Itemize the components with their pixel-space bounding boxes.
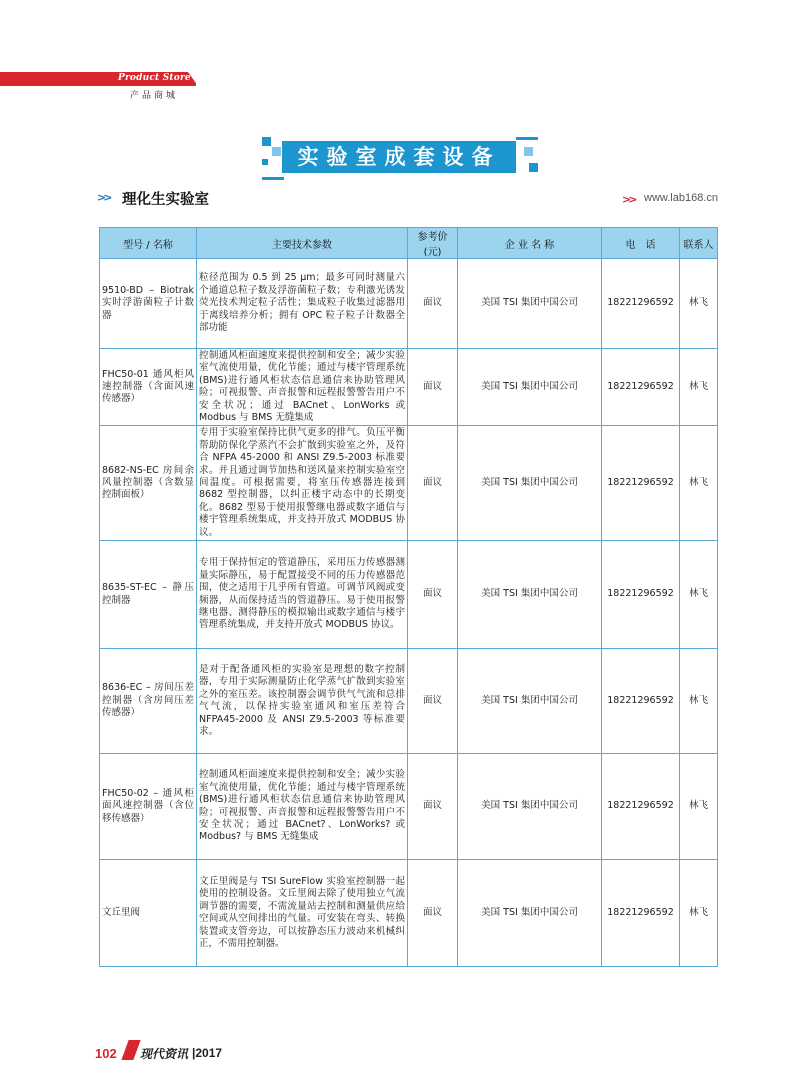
cell-model: FHC50-02 – 通风柜面风速控制器（含位移传感器） [100,754,197,860]
category-banner [262,137,538,181]
table-row [100,349,718,426]
banner-square-decoration [529,163,538,172]
header-price-line1: 参考价 [417,232,448,243]
section-arrows-icon: >> [97,191,110,204]
publication-year-value: 2017 [195,1046,223,1060]
header-phone: 电 话 [602,228,680,259]
header-spec: 主要技术参数 [197,228,408,259]
cell-phone: 18221296592 [602,349,680,426]
page-number: 102 [95,1046,117,1061]
header-company: 企 业 名 称 [458,228,602,259]
cell-company: 美国 TSI 集团中国公司 [458,259,602,349]
cell-price: 面议 [408,754,458,860]
cell-model: FHC50-01 通风柜风速控制器（含面风速传感器） [100,349,197,426]
cell-spec: 控制通风柜面速度来提供控制和安全；减少实验室气流使用量，优化节能；通过与楼宇管理系统(BMS)进行通风柜状态信息通信来协助管理风险；可视报警、声音报警和远程报警警告用户不安全状况；通过 BACnet?、LonWorks? 或 Modbus? 与 BMS 无缝集成 [197,754,408,860]
product-table [99,227,718,967]
cell-spec: 专用于实验室保持比供气更多的排气。负压平衡帮助防保化学蒸汽不会扩散到实验室之外，及符合 NFPA 45-2000 和 ANSI Z9.5-2003 标准要求。并且通过调节加热和送风量来控制实验室空间温度。可根据需要，将室压传感器连接到 8682 型控制器，以纠正楼宇动态中的长期变化。8682 型易于使用报警继电器或数字通信与楼宇管理系统集成，并支持开放式 MODBUS 协议。 [197,426,408,541]
table-row [100,259,718,349]
section-tag-chinese: 产品商城 [130,91,179,101]
cell-contact: 林飞 [680,541,718,649]
cell-price: 面议 [408,259,458,349]
publication-name: 现代资讯 [140,1047,189,1061]
header-price [408,228,458,259]
cell-company: 美国 TSI 集团中国公司 [458,426,602,541]
cell-model: 8682-NS-EC 房间余风量控制器（含数显控制面板） [100,426,197,541]
cell-phone: 18221296592 [602,426,680,541]
footer-slash-decoration [121,1040,140,1060]
banner-square-decoration [262,137,271,146]
cell-spec: 是对于配备通风柜的实验室是理想的数字控制器，专用于实际测量防止化学蒸气扩散到实验室之外的室压差。该控制器会调节供气气流和总排气气流，以保持实验室通风和室压差符合 NFPA45-2000 及 ANSI Z9.5-2003 等标准要求。 [197,649,408,754]
section-tag-english: Product Store [118,73,191,83]
cell-spec: 控制通风柜面速度来提供控制和安全；减少实验室气流使用量，优化节能；通过与楼宇管理系统(BMS)进行通风柜状态信息通信来协助管理风险；可视报警、声音报警和远程报警警告用户不安全状况；通过 BACnet、LonWorks 或 Modbus 与 BMS 无缝集成 [197,349,408,426]
cell-phone: 18221296592 [602,860,680,967]
header-model: 型号 / 名称 [100,228,197,259]
cell-phone: 18221296592 [602,259,680,349]
cell-contact: 林飞 [680,426,718,541]
cell-company: 美国 TSI 集团中国公司 [458,860,602,967]
cell-price: 面议 [408,649,458,754]
cell-model: 8636-EC – 房间压差控制器（含房间压差传感器） [100,649,197,754]
cell-spec: 专用于保持恒定的管道静压，采用压力传感器测量实际静压，易于配置接受不同的压力传感器范围，使之适用于几乎所有管道。可调节风阀或变频器，从而保持适当的管道静压。易于使用报警继电器、测得静压的模拟输出或数字通信与楼宇管理系统集成，并支持开放式 MODBUS 协议。 [197,541,408,649]
cell-price: 面议 [408,349,458,426]
cell-model: 文丘里阀 [100,860,197,967]
cell-contact: 林飞 [680,860,718,967]
banner-underline [262,177,284,180]
table-row [100,754,718,860]
cell-company: 美国 TSI 集团中国公司 [458,349,602,426]
cell-phone: 18221296592 [602,541,680,649]
cell-price: 面议 [408,860,458,967]
header-contact: 联系人 [680,228,718,259]
cell-price: 面议 [408,541,458,649]
banner-square-decoration [262,159,268,165]
publication-year: |2017 [192,1046,223,1060]
cell-phone: 18221296592 [602,649,680,754]
header-price-line2: (元) [423,247,442,258]
cell-model: 9510-BD – Biotrak实时浮游菌粒子计数器 [100,259,197,349]
cell-spec: 粒径范围为 0.5 到 25 μm；最多可同时测量六个通道总粒子数及浮游菌粒子数；专利激光诱发荧光技术判定粒子活性；集成粒子收集过滤器用于离线培养分析；拥有 OPC 粒子粒子计数器全部功能 [197,259,408,349]
table-header-row [100,228,718,259]
banner-square-decoration [272,147,281,156]
cell-company: 美国 TSI 集团中国公司 [458,754,602,860]
table-row [100,860,718,967]
cell-phone: 18221296592 [602,754,680,860]
table-row [100,426,718,541]
table-row [100,541,718,649]
cell-contact: 林飞 [680,754,718,860]
cell-contact: 林飞 [680,649,718,754]
cell-spec: 文丘里阀是与 TSI SureFlow 实验室控制器一起使用的控制设备。文丘里阀去除了使用独立气流调节器的需要，不需流量站去控制和测量供应给空间或从空间排出的气量。可安装在弯头、转换装置或支管旁边，可以按静态压力波动来机械纠正，不需用控制器。 [197,860,408,967]
banner-overline [516,137,538,140]
cell-company: 美国 TSI 集团中国公司 [458,649,602,754]
cell-model: 8635-ST-EC – 静压控制器 [100,541,197,649]
cell-contact: 林飞 [680,349,718,426]
url-arrows-icon: >> [622,193,635,206]
cell-price: 面议 [408,426,458,541]
cell-contact: 林飞 [680,259,718,349]
section-title: 理化生实验室 [122,192,209,208]
table-row [100,649,718,754]
cell-company: 美国 TSI 集团中国公司 [458,541,602,649]
banner-square-decoration [524,147,533,156]
website-url[interactable]: www.lab168.cn [644,192,718,204]
banner-title: 实验室成套设备 [282,141,516,173]
